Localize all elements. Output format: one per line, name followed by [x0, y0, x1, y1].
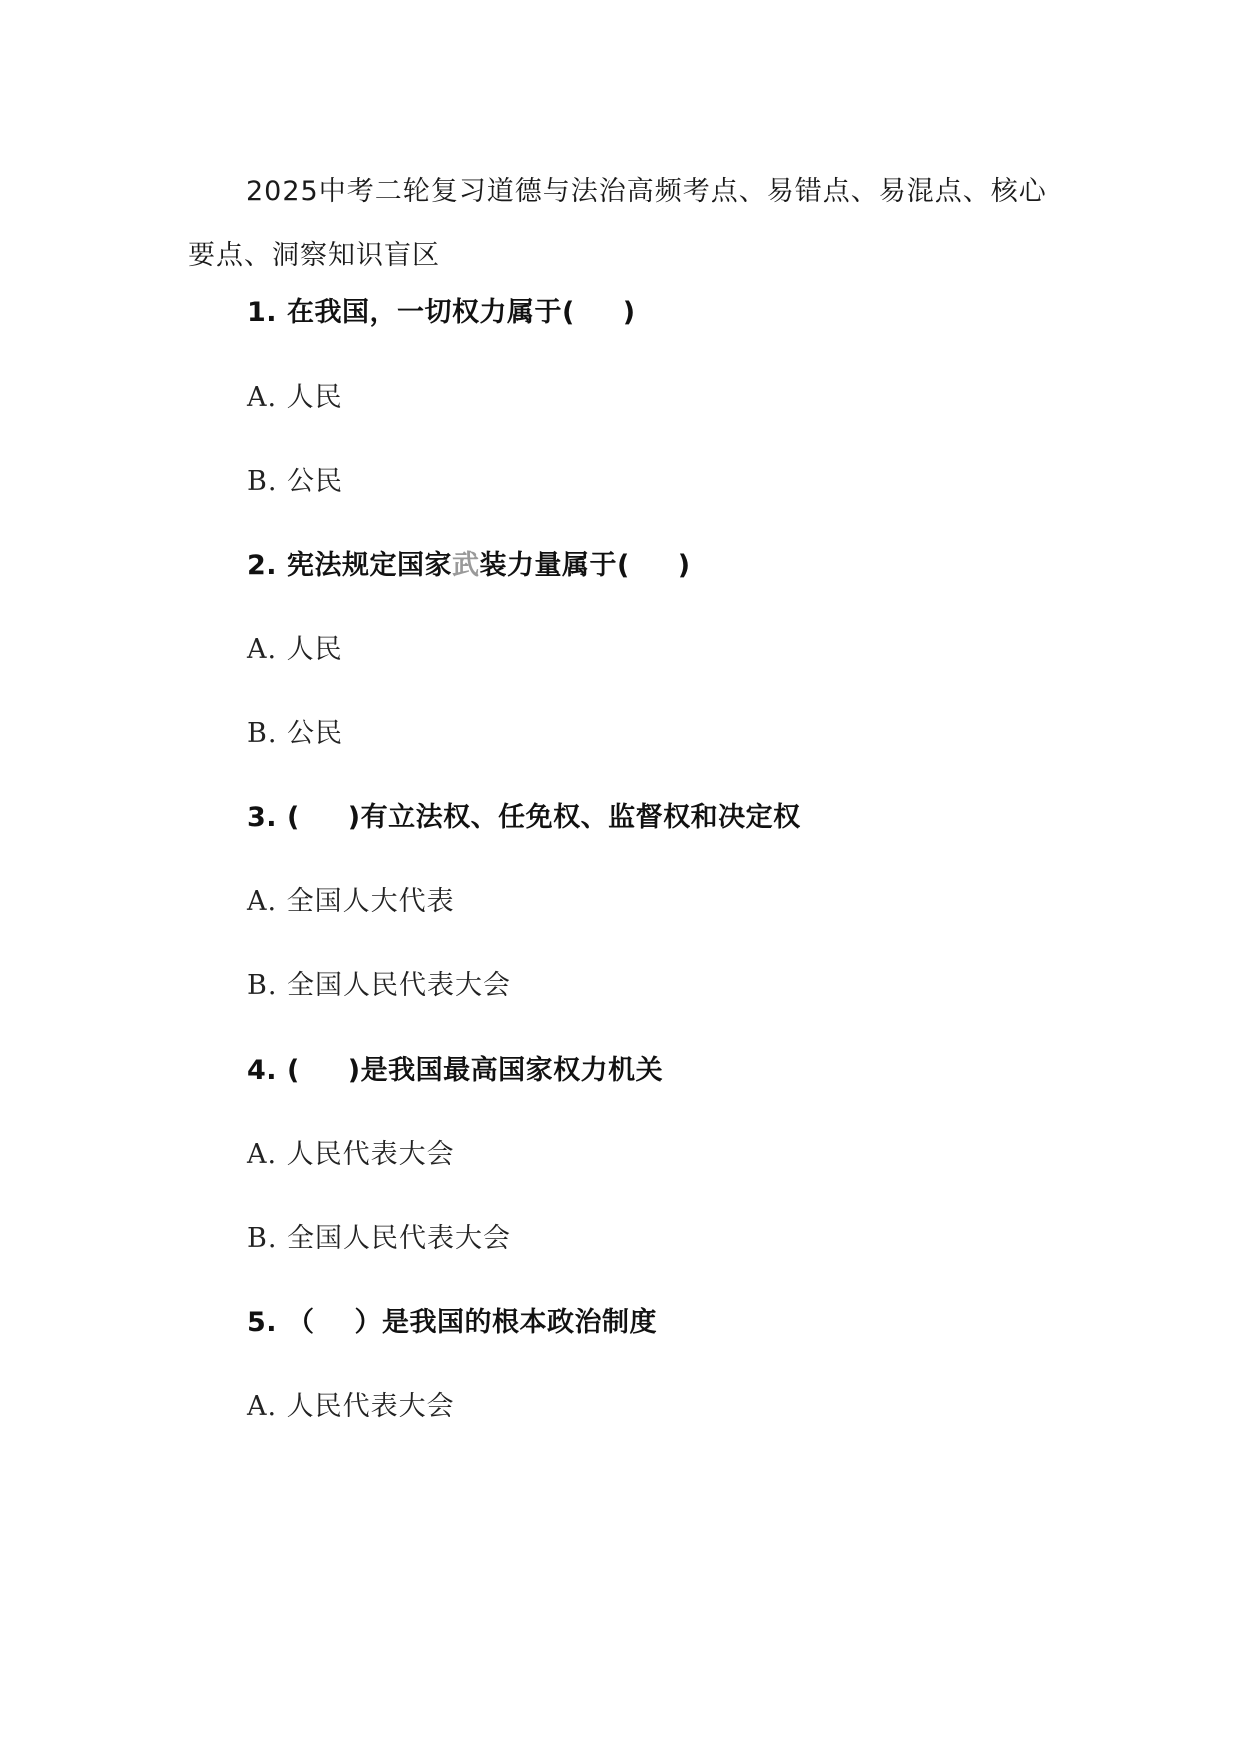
question-5-option-a: A. 人民代表大会 — [247, 1391, 455, 1422]
question-4 — [247, 1048, 663, 1087]
question-1-option-b: B. 公民 — [247, 466, 344, 497]
question-4-text: )是我国最高国家权力机关 — [347, 1055, 664, 1086]
question-3-open: 3. ( — [247, 802, 300, 833]
document-title: 2025中考二轮复习道德与法治高频考点、易错点、易混点、核心要点、洞察知识盲区 — [188, 176, 1047, 271]
question-2-close: ) — [677, 550, 691, 581]
question-2-option-a: A. 人民 — [247, 634, 343, 665]
question-3 — [247, 795, 801, 834]
question-3-option-a: A. 全国人大代表 — [247, 886, 455, 917]
question-5-text: ）是我国的根本政治制度 — [354, 1307, 657, 1338]
question-3-option-b: B. 全国人民代表大会 — [247, 970, 512, 1001]
question-2-text-a: 2. 宪法规定国家 — [247, 550, 452, 581]
question-1-option-a: A. 人民 — [247, 382, 343, 413]
question-4-option-a: A. 人民代表大会 — [247, 1139, 455, 1170]
question-3-text: )有立法权、任免权、监督权和决定权 — [347, 802, 801, 833]
question-5 — [247, 1300, 657, 1339]
question-4-open: 4. ( — [247, 1055, 300, 1086]
question-4-option-b: B. 全国人民代表大会 — [247, 1223, 512, 1254]
question-1-close: ) — [622, 297, 636, 328]
question-5-open: 5. （ — [247, 1307, 315, 1338]
question-2-faint-char: 武 — [451, 550, 480, 581]
question-2-text-b: 装力量属于( — [479, 550, 630, 581]
question-2-option-b: B. 公民 — [247, 718, 344, 749]
question-1 — [247, 290, 636, 329]
question-2 — [247, 543, 691, 582]
question-1-text: 1. 在我国，一切权力属于( — [247, 297, 575, 328]
